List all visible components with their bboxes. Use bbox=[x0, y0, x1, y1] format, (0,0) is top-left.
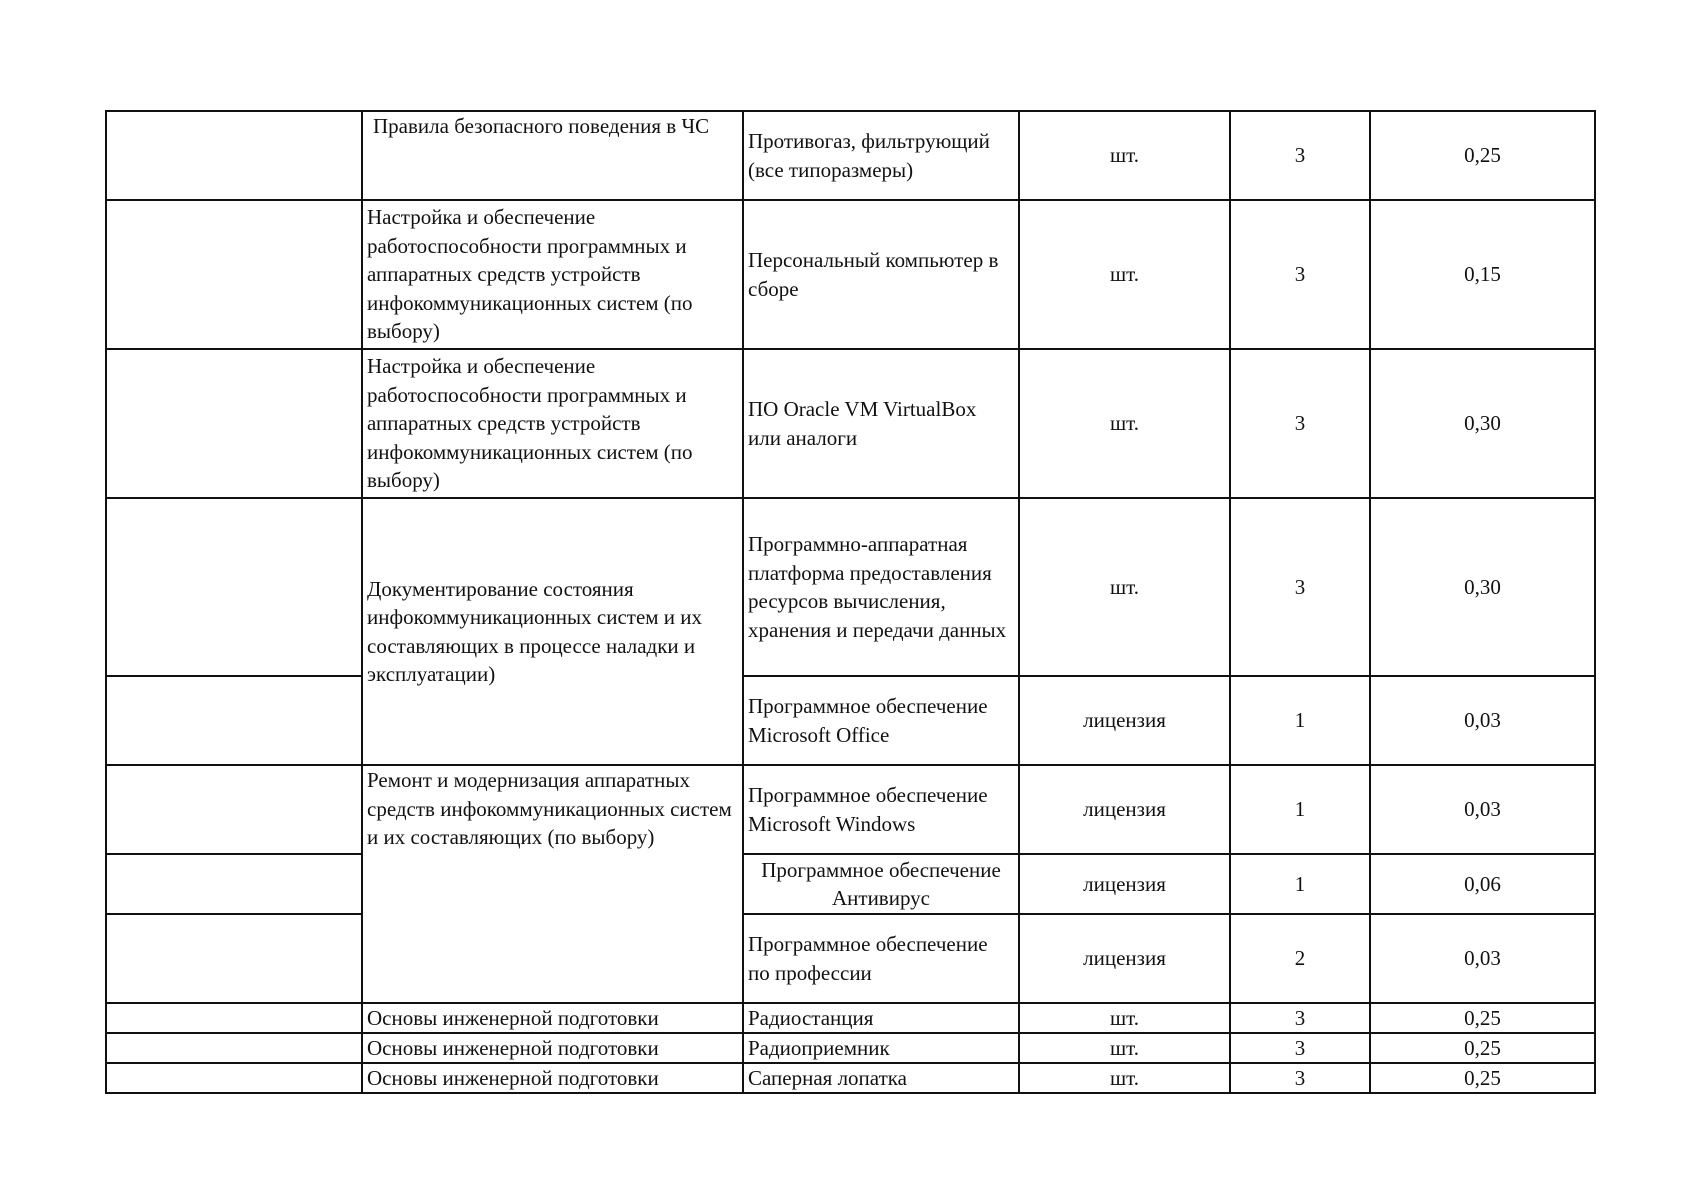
table-row bbox=[106, 200, 1595, 349]
table-row bbox=[106, 498, 1595, 676]
qty-cell: 3 bbox=[1230, 498, 1370, 676]
qty-cell: 2 bbox=[1230, 914, 1370, 1003]
item-cell: ПО Oracle VM VirtualBox или аналоги bbox=[743, 349, 1019, 498]
rate-cell: 0,03 bbox=[1370, 914, 1595, 1003]
item-cell: Противогаз, фильтрующий (все типоразмеры) bbox=[743, 111, 1019, 200]
rate-cell: 0,30 bbox=[1370, 498, 1595, 676]
item-cell: Саперная лопатка bbox=[743, 1063, 1019, 1093]
blank-cell bbox=[106, 676, 362, 765]
topic-cell: Основы инженерной подготовки bbox=[362, 1033, 743, 1063]
table-row bbox=[106, 111, 1595, 200]
topic-cell: Документирование состояния инфокоммуникационных систем и их составляющих в процессе наладки и эксплуатации) bbox=[362, 498, 743, 765]
qty-cell: 1 bbox=[1230, 765, 1370, 854]
qty-cell: 1 bbox=[1230, 854, 1370, 914]
blank-cell bbox=[106, 349, 362, 498]
unit-cell: лицензия bbox=[1019, 676, 1230, 765]
table-row bbox=[106, 765, 1595, 854]
unit-cell: шт. bbox=[1019, 200, 1230, 349]
item-cell: Персональный компьютер в сборе bbox=[743, 200, 1019, 349]
rate-cell: 0,25 bbox=[1370, 1033, 1595, 1063]
unit-cell: лицензия bbox=[1019, 765, 1230, 854]
topic-cell: Основы инженерной подготовки bbox=[362, 1063, 743, 1093]
rate-cell: 0,03 bbox=[1370, 765, 1595, 854]
item-cell: Программное обеспечение Microsoft Office bbox=[743, 676, 1019, 765]
blank-cell bbox=[106, 111, 362, 200]
rate-cell: 0,06 bbox=[1370, 854, 1595, 914]
blank-cell bbox=[106, 765, 362, 854]
blank-cell bbox=[106, 1003, 362, 1033]
rate-cell: 0,25 bbox=[1370, 111, 1595, 200]
unit-cell: шт. bbox=[1019, 111, 1230, 200]
topic-cell: Правила безопасного поведения в ЧС bbox=[362, 111, 743, 200]
unit-cell: шт. bbox=[1019, 1033, 1230, 1063]
table-row bbox=[106, 676, 1595, 765]
rate-cell: 0,15 bbox=[1370, 200, 1595, 349]
item-cell: Программное обеспечение по профессии bbox=[743, 914, 1019, 1003]
rate-cell: 0,25 bbox=[1370, 1063, 1595, 1093]
item-cell: Радиостанция bbox=[743, 1003, 1019, 1033]
qty-cell: 3 bbox=[1230, 1003, 1370, 1033]
qty-cell: 3 bbox=[1230, 1033, 1370, 1063]
blank-cell bbox=[106, 914, 362, 1003]
rate-cell: 0,30 bbox=[1370, 349, 1595, 498]
qty-cell: 3 bbox=[1230, 200, 1370, 349]
item-cell: Программное обеспечение Антивирус bbox=[743, 854, 1019, 914]
unit-cell: шт. bbox=[1019, 349, 1230, 498]
table-row bbox=[106, 854, 1595, 914]
qty-cell: 3 bbox=[1230, 1063, 1370, 1093]
table-row bbox=[106, 1063, 1595, 1093]
blank-cell bbox=[106, 1063, 362, 1093]
qty-cell: 1 bbox=[1230, 676, 1370, 765]
unit-cell: лицензия bbox=[1019, 914, 1230, 1003]
table-row bbox=[106, 914, 1595, 1003]
item-cell: Программно-аппаратная платформа предоставления ресурсов вычисления, хранения и передачи данных bbox=[743, 498, 1019, 676]
topic-cell: Ремонт и модернизация аппаратных средств инфокоммуникационных систем и их составляющих (по выбору) bbox=[362, 765, 743, 1003]
table-row bbox=[106, 1033, 1595, 1063]
rate-cell: 0,03 bbox=[1370, 676, 1595, 765]
rate-cell: 0,25 bbox=[1370, 1003, 1595, 1033]
blank-cell bbox=[106, 854, 362, 914]
blank-cell bbox=[106, 498, 362, 676]
table-row bbox=[106, 349, 1595, 498]
qty-cell: 3 bbox=[1230, 349, 1370, 498]
blank-cell bbox=[106, 200, 362, 349]
unit-cell: лицензия bbox=[1019, 854, 1230, 914]
item-cell: Радиоприемник bbox=[743, 1033, 1019, 1063]
item-cell: Программное обеспечение Microsoft Windows bbox=[743, 765, 1019, 854]
blank-cell bbox=[106, 1033, 362, 1063]
topic-cell: Основы инженерной подготовки bbox=[362, 1003, 743, 1033]
unit-cell: шт. bbox=[1019, 498, 1230, 676]
topic-cell: Настройка и обеспечение работоспособности программных и аппаратных средств устройств инфокоммуникационных систем (по выбору) bbox=[362, 349, 743, 498]
table-row bbox=[106, 1003, 1595, 1033]
equipment-table bbox=[105, 110, 1596, 1094]
unit-cell: шт. bbox=[1019, 1003, 1230, 1033]
topic-cell: Настройка и обеспечение работоспособности программных и аппаратных средств устройств инфокоммуникационных систем (по выбору) bbox=[362, 200, 743, 349]
unit-cell: шт. bbox=[1019, 1063, 1230, 1093]
qty-cell: 3 bbox=[1230, 111, 1370, 200]
